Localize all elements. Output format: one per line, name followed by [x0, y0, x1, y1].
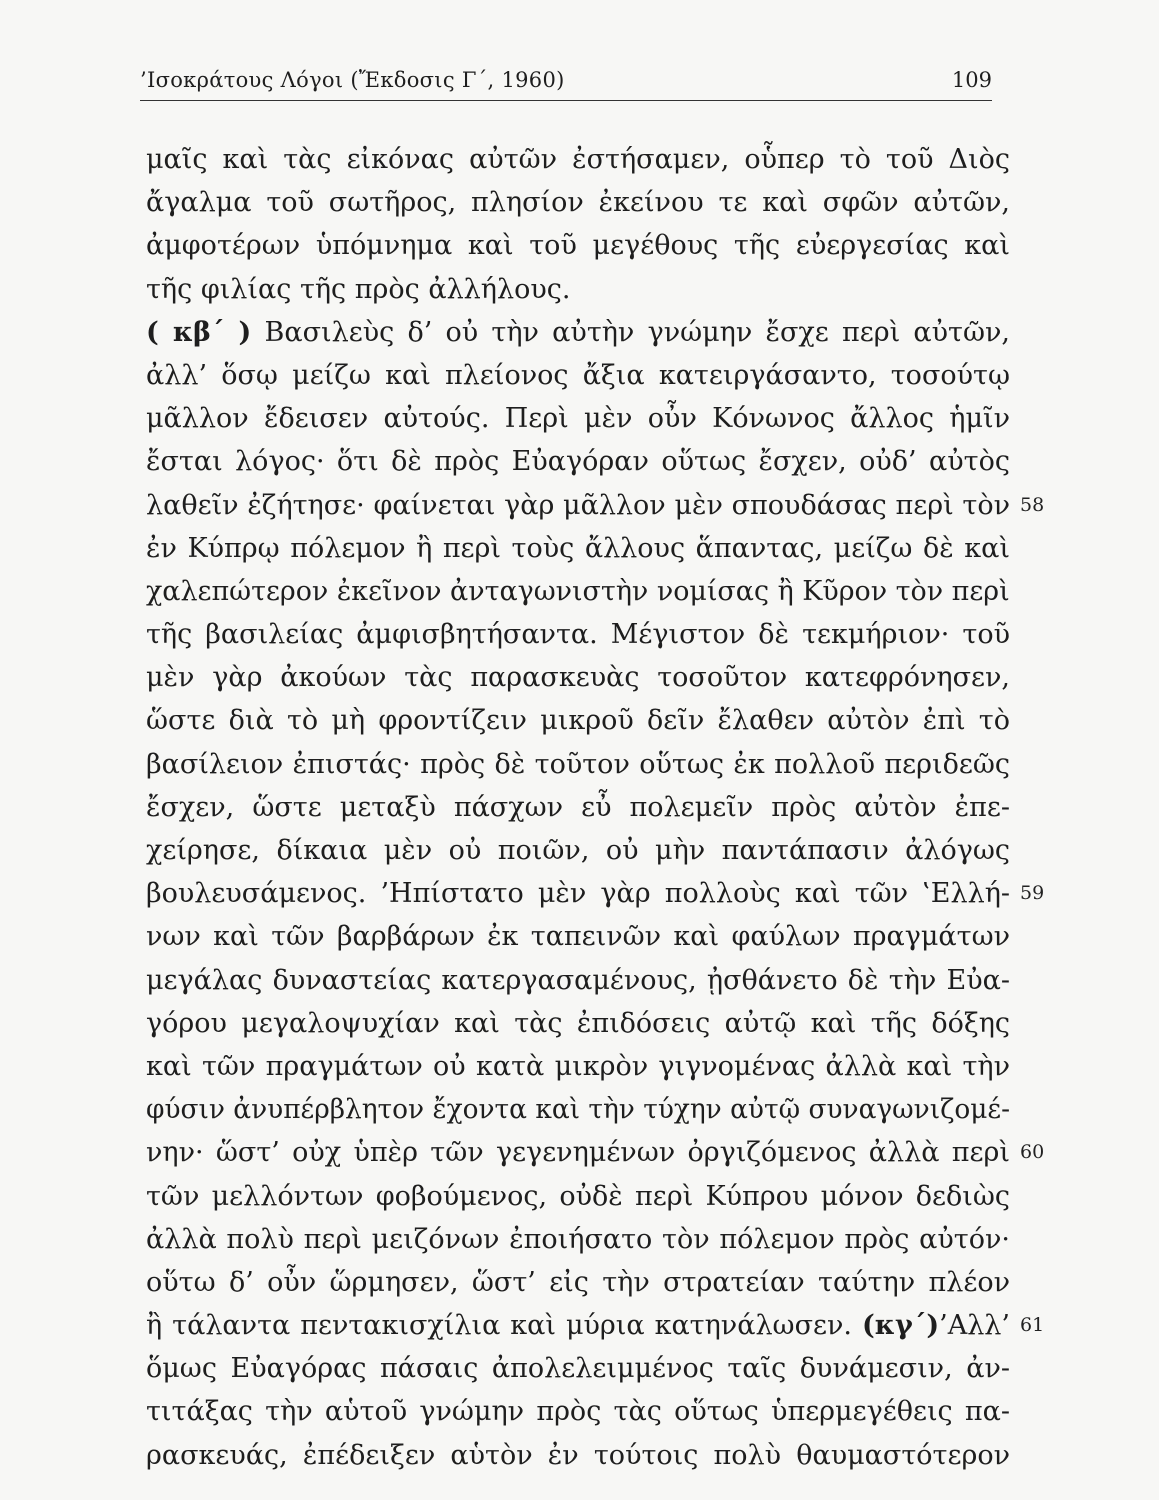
- text-line: [146, 829, 1010, 872]
- text-line: [146, 224, 1010, 267]
- line-text: [146, 570, 1010, 613]
- line-content: ἔσται λόγος· ὅτι δὲ πρὸς Εὐαγόραν οὕτως ἔσχεν, οὐδ’ αὐτὸς: [146, 446, 1010, 478]
- line-text: [146, 440, 1010, 483]
- line-content: τιτάξας τὴν αὑτοῦ γνώμην πρὸς τὰς οὕτως ὑπερμεγέθεις πα-: [146, 1396, 1010, 1428]
- line-text: [146, 786, 1010, 829]
- line-text: [146, 1347, 1010, 1390]
- line-content: νων καὶ τῶν βαρβάρων ἐκ ταπεινῶν καὶ φαύλων πραγμάτων: [146, 921, 1010, 953]
- line-text: [146, 915, 1010, 958]
- line-content: τῆς βασιλείας ἀμφισβητήσαντα. Μέγιστον δὲ τεκμήριον· τοῦ: [146, 619, 1010, 651]
- line-content: ἄγαλμα τοῦ σωτῆρος, πλησίον ἐκείνου τε καὶ σφῶν αὐτῶν,: [146, 187, 1010, 219]
- line-text: [146, 1304, 1010, 1347]
- line-text: [146, 1390, 1010, 1433]
- text-line: [146, 786, 1010, 829]
- line-content: ἢ τάλαντα πεντακισχίλια καὶ μύρια κατηνάλωσεν.: [146, 1310, 852, 1342]
- text-line: [146, 1304, 1045, 1347]
- line-text: [146, 699, 1010, 742]
- line-text: [146, 354, 1010, 397]
- line-content: ἀλλὰ πολὺ περὶ μειζόνων ἐποιήσατο τὸν πόλεμον πρὸς αὐτόν·: [146, 1223, 1010, 1255]
- text-line: [146, 656, 1010, 699]
- line-content: νην· ὥστ’ οὐχ ὑπὲρ τῶν γεγενημένων ὀργιζόμενος ἀλλὰ περὶ: [146, 1137, 1010, 1169]
- line-text: [146, 181, 1010, 224]
- line-content-after: ’Αλλ’: [939, 1310, 1010, 1342]
- text-line: [146, 397, 1010, 440]
- line-content: ὥστε διὰ τὸ μὴ φροντίζειν μικροῦ δεῖν ἔλαθεν αὐτὸν ἐπὶ τὸ: [146, 705, 1010, 737]
- line-content: λαθεῖν ἐζήτησε· φαίνεται γὰρ μᾶλλον μὲν σπουδάσας περὶ τὸν: [146, 489, 1010, 521]
- line-content: μὲν γὰρ ἀκούων τὰς παρασκευὰς τοσοῦτον κατεφρόνησεν,: [146, 662, 1010, 694]
- text-line: [146, 915, 1010, 958]
- line-content: χείρησε, δίκαια μὲν οὐ ποιῶν, οὐ μὴν παντάπασιν ἀλόγως: [146, 835, 1010, 866]
- text-line: [146, 1088, 1010, 1131]
- line-content: ἐν Κύπρῳ πόλεμον ἢ περὶ τοὺς ἄλλους ἅπαντας, μείζω δὲ καὶ: [146, 532, 1010, 564]
- line-content: γόρου μεγαλοψυχίαν καὶ τὰς ἐπιδόσεις αὐτῷ καὶ τῆς δόξης: [146, 1007, 1010, 1039]
- text-line: [146, 1347, 1010, 1390]
- line-text: [146, 1175, 1010, 1218]
- text-line: [146, 311, 1010, 354]
- page-number: 109: [951, 68, 992, 92]
- text-line: [146, 181, 1010, 224]
- body-text: [146, 138, 1045, 1477]
- margin-section-number: 61: [1020, 1314, 1045, 1337]
- line-text: [146, 224, 1010, 267]
- line-content: βασίλειον ἐπιστάς· πρὸς δὲ τοῦτον οὕτως ἐκ πολλοῦ περιδεῶς: [146, 748, 1010, 780]
- text-line: [146, 570, 1010, 613]
- text-line: [146, 527, 1010, 570]
- line-text: [146, 311, 1010, 354]
- line-content: μᾶλλον ἔδεισεν αὐτούς. Περὶ μὲν οὖν Κόνωνος ἄλλος ἡμῖν: [146, 403, 1010, 435]
- line-text: [146, 829, 1010, 872]
- line-content: χαλεπώτερον ἐκεῖνον ἀνταγωνιστὴν νομίσας ἢ Κῦρον τὸν περὶ: [146, 575, 1010, 607]
- margin-section-number: 59: [1020, 882, 1045, 905]
- line-content: τῶν μελλόντων φοβούμενος, οὐδὲ περὶ Κύπρου μόνον δεδιὼς: [146, 1180, 1010, 1212]
- line-text: [146, 1131, 1010, 1174]
- line-content: βουλευσάμενος. ’Ηπίστατο μὲν γὰρ πολλοὺς καὶ τῶν ‛Ελλή-: [146, 878, 1010, 910]
- header-rule: [140, 100, 992, 101]
- text-line: [146, 872, 1045, 915]
- line-text: [146, 959, 1010, 1002]
- line-content: οὕτω δ’ οὖν ὥρμησεν, ὥστ’ εἰς τὴν στρατείαν ταύτην πλέον: [146, 1266, 1010, 1298]
- line-content: ἀλλ’ ὅσῳ μείζω καὶ πλείονος ἄξια κατειργάσαντο, τοσούτῳ: [146, 359, 1010, 391]
- line-content: τῆς φιλίας τῆς πρὸς ἀλλήλους.: [146, 273, 571, 305]
- text-line: [146, 959, 1010, 1002]
- line-text: [146, 613, 1010, 656]
- text-line: [146, 1131, 1045, 1174]
- margin-section-number: 58: [1020, 493, 1045, 516]
- text-line: [146, 1175, 1010, 1218]
- line-text: [146, 656, 1010, 699]
- line-text: [146, 1002, 1010, 1045]
- text-line: [146, 268, 1010, 311]
- line-text: [146, 1045, 1010, 1088]
- line-text: [146, 1434, 1010, 1477]
- running-title: ’Ισοκράτους Λόγοι (Ἔκδοσις Γ΄, 1960): [140, 68, 565, 92]
- section-marker: (κγ΄): [861, 1310, 940, 1342]
- section-marker: ( κβ΄ ): [146, 316, 252, 348]
- line-content: ἔσχεν, ὥστε μεταξὺ πάσχων εὖ πολεμεῖν πρὸς αὐτὸν ἐπε-: [146, 791, 1010, 823]
- text-line: [146, 1434, 1010, 1477]
- line-text: [146, 872, 1010, 915]
- text-line: [146, 354, 1010, 397]
- line-text: [146, 1218, 1010, 1261]
- text-line: [146, 1390, 1010, 1433]
- line-text: [146, 1261, 1010, 1304]
- text-line: [146, 484, 1045, 527]
- line-text: [146, 484, 1010, 527]
- text-line: [146, 440, 1010, 483]
- text-line: [146, 1261, 1010, 1304]
- line-content: Βασιλεὺς δ’ οὐ τὴν αὐτὴν γνώμην ἔσχε περὶ αὐτῶν,: [264, 316, 1010, 348]
- line-content: μεγάλας δυναστείας κατεργασαμένους, ᾐσθάνετο δὲ τὴν Εὐα-: [146, 964, 1010, 996]
- line-text: [146, 527, 1010, 570]
- text-line: [146, 1218, 1010, 1261]
- line-text: [146, 138, 1010, 181]
- text-line: [146, 613, 1010, 656]
- text-line: [146, 743, 1010, 786]
- line-text: [146, 1088, 1010, 1131]
- line-content: ρασκευάς, ἐπέδειξεν αὑτὸν ἐν τούτοις πολὺ θαυμαστότερον: [146, 1439, 1010, 1471]
- text-line: [146, 699, 1010, 742]
- line-content: ὅμως Εὐαγόρας πάσαις ἀπολελειμμένος ταῖς δυνάμεσιν, ἀν-: [146, 1353, 1010, 1385]
- text-line: [146, 1002, 1010, 1045]
- line-content: μαῖς καὶ τὰς εἰκόνας αὐτῶν ἐστήσαμεν, οὗπερ τὸ τοῦ Διὸς: [146, 144, 1010, 175]
- line-content: φύσιν ἀνυπέρβλητον ἔχοντα καὶ τὴν τύχην αὐτῷ συναγωνιζομέ-: [146, 1094, 1010, 1126]
- text-line: [146, 1045, 1010, 1088]
- line-content: ἀμφοτέρων ὑπόμνημα καὶ τοῦ μεγέθους τῆς εὐεργεσίας καὶ: [146, 230, 1010, 262]
- text-line: [146, 138, 1010, 181]
- running-header: [140, 62, 992, 102]
- line-text: [146, 397, 1010, 440]
- margin-section-number: 60: [1020, 1141, 1045, 1164]
- line-text: [146, 268, 570, 311]
- line-text: [146, 743, 1010, 786]
- line-content: καὶ τῶν πραγμάτων οὐ κατὰ μικρὸν γιγνομένας ἀλλὰ καὶ τὴν: [146, 1050, 1010, 1082]
